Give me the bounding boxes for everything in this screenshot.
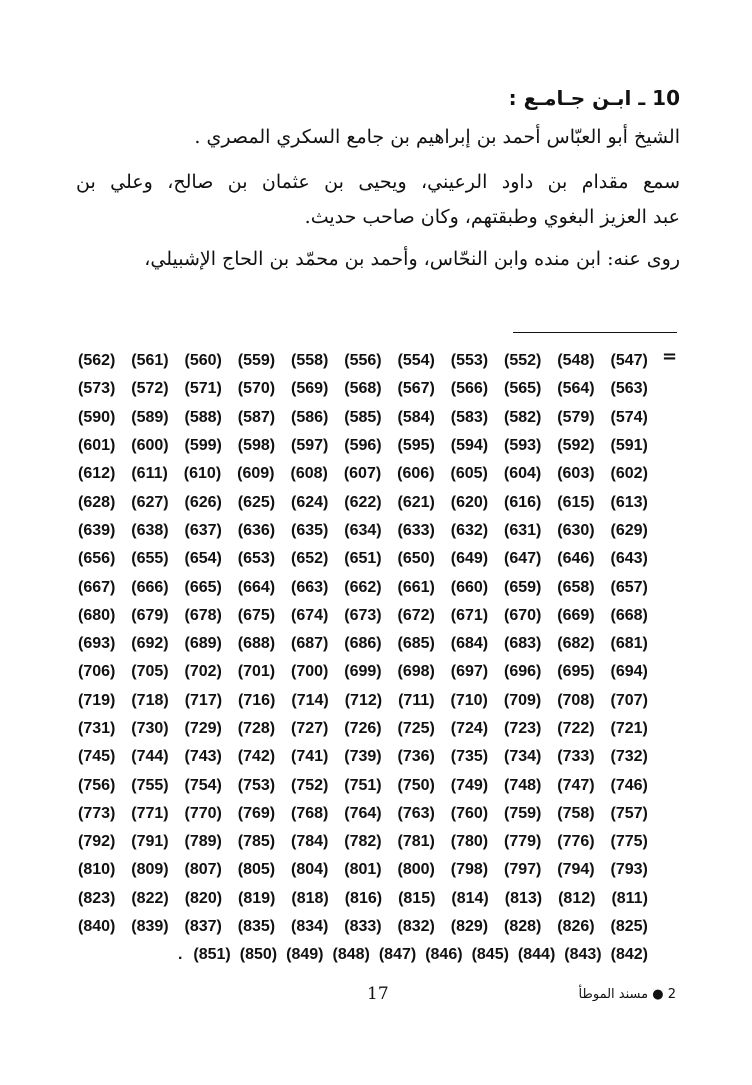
- reference-number: (663): [291, 578, 329, 596]
- reference-number: (653): [237, 550, 276, 568]
- reference-number: (598): [237, 437, 276, 455]
- reference-number: (770): [184, 804, 222, 822]
- reference-number: (583): [450, 408, 489, 426]
- entry-title: ابـن جـامـع :: [508, 86, 632, 110]
- reference-number: (759): [504, 804, 542, 822]
- reference-number: (812): [558, 889, 596, 907]
- reference-number: (820): [184, 889, 223, 907]
- reference-number: (721): [610, 720, 648, 737]
- reference-number: (709): [503, 691, 542, 709]
- reference-number: (728): [237, 720, 276, 737]
- reference-number: (723): [504, 720, 542, 737]
- reference-number: (651): [344, 550, 382, 568]
- reference-number: (682): [557, 635, 595, 653]
- reference-number: (552): [504, 352, 542, 370]
- reference-number: (661): [397, 578, 435, 596]
- reference-number: (667): [78, 578, 116, 596]
- reference-number: (705): [131, 663, 169, 681]
- reference-number: (752): [291, 776, 329, 794]
- reference-number: (706): [78, 663, 116, 681]
- reference-number: (760): [450, 804, 489, 822]
- reference-number: (625): [237, 493, 276, 511]
- entry-number: 10: [652, 86, 680, 110]
- reference-number: (749): [450, 776, 489, 794]
- reference-number: (652): [291, 550, 329, 568]
- reference-number: (678): [184, 606, 222, 624]
- reference-number: (671): [450, 606, 489, 624]
- reference-number: (768): [291, 804, 329, 822]
- reference-number: (624): [291, 493, 329, 511]
- reference-number: (739): [344, 748, 382, 766]
- reference-number: (553): [450, 352, 489, 370]
- reference-number: (758): [557, 804, 595, 822]
- reference-number: (736): [397, 748, 435, 766]
- reference-number: (670): [504, 606, 542, 624]
- reference-number: (659): [504, 578, 542, 596]
- reference-number: (839): [131, 918, 169, 936]
- reference-number: (825): [610, 918, 648, 936]
- reference-number: (591): [610, 437, 648, 455]
- reference-number: (633): [397, 521, 435, 539]
- reference-number: (822): [131, 889, 169, 907]
- reference-number: (798): [450, 861, 489, 879]
- reference-number: (610): [183, 465, 222, 483]
- reference-number: (730): [131, 720, 169, 737]
- reference-number: (840): [78, 918, 116, 936]
- reference-number: (590): [78, 408, 116, 426]
- reference-number: (566): [450, 380, 489, 398]
- entry-dash: ـ: [638, 86, 646, 110]
- footnote-row: [78, 432, 648, 460]
- reference-number: (589): [131, 408, 169, 426]
- reference-number: (630): [557, 521, 595, 539]
- reference-number: (685): [397, 635, 435, 653]
- reference-number: (646): [557, 550, 595, 568]
- reference-number: (781): [397, 833, 435, 851]
- reference-number: (595): [397, 437, 435, 455]
- footnote-row: [78, 573, 648, 601]
- reference-number: (734): [504, 748, 542, 766]
- reference-number: (785): [237, 833, 276, 851]
- reference-number: (835): [237, 918, 276, 936]
- reference-number: (784): [291, 833, 329, 851]
- reference-number: (815): [398, 889, 436, 907]
- reference-number: (804): [291, 861, 329, 879]
- reference-number: (755): [131, 776, 169, 794]
- reference-number: (832): [397, 918, 435, 936]
- reference-number: (813): [504, 889, 543, 907]
- reference-number: (797): [504, 861, 542, 879]
- reference-number: (584): [397, 408, 435, 426]
- reference-number: (587): [237, 408, 276, 426]
- reference-number: (731): [78, 720, 116, 737]
- reference-number: (681): [610, 635, 648, 653]
- reference-number: (602): [610, 465, 648, 483]
- reference-number: (662): [344, 578, 382, 596]
- reference-number: (601): [78, 437, 116, 455]
- reference-number: (699): [344, 663, 382, 681]
- reference-number: (588): [184, 408, 222, 426]
- reference-number: (846): [425, 946, 463, 964]
- reference-number: (744): [131, 748, 169, 766]
- reference-number: (743): [184, 748, 222, 766]
- page-number: 17: [367, 984, 389, 1004]
- reference-number: (687): [291, 635, 329, 653]
- reference-number: (811): [611, 889, 648, 907]
- footnote-row: [78, 800, 648, 828]
- footnote-row-last: [78, 941, 648, 969]
- reference-number: (748): [504, 776, 542, 794]
- reference-number: (842): [610, 946, 648, 964]
- reference-number: (615): [557, 493, 595, 511]
- footnote-row: [78, 885, 648, 913]
- reference-number: (611): [131, 465, 168, 483]
- reference-number: (639): [78, 521, 116, 539]
- reference-number: (609): [237, 465, 275, 483]
- reference-number: (747): [557, 776, 595, 794]
- reference-number: (733): [557, 748, 595, 766]
- reference-number: (697): [450, 663, 489, 681]
- reference-number: (556): [344, 352, 382, 370]
- reference-number: (603): [557, 465, 595, 483]
- reference-number: (833): [344, 918, 382, 936]
- footnote-separator: [513, 332, 677, 333]
- reference-number: (779): [504, 833, 542, 851]
- reference-number: (569): [291, 380, 329, 398]
- reference-number: (579): [557, 408, 595, 426]
- reference-number: (843): [564, 946, 602, 964]
- reference-number: (700): [291, 663, 329, 681]
- reference-number: (800): [397, 861, 435, 879]
- reference-number: (567): [397, 380, 435, 398]
- reference-number: (726): [344, 720, 382, 737]
- reference-number: (773): [78, 804, 116, 822]
- footnote-row: [78, 375, 648, 403]
- reference-number: (724): [450, 720, 489, 737]
- reference-number: (597): [291, 437, 329, 455]
- reference-number: (672): [397, 606, 435, 624]
- reference-number: (616): [504, 493, 542, 511]
- reference-number: (708): [557, 691, 595, 709]
- reference-number: (622): [344, 493, 382, 511]
- reference-number: (809): [131, 861, 169, 879]
- entry-full-name: الشيخ أبو العبّاس أحمد بن إبراهيم بن جامع السكري المصري .: [194, 126, 680, 148]
- reference-number: (775): [610, 833, 648, 851]
- reference-number: (665): [184, 578, 222, 596]
- reference-number: (782): [344, 833, 382, 851]
- reference-number: (561): [131, 352, 169, 370]
- footnote-reference-list: [78, 347, 648, 970]
- reference-number: (649): [450, 550, 489, 568]
- entry-heading: [509, 86, 680, 110]
- list-end-period: .: [177, 946, 183, 964]
- reference-number: (851): [193, 946, 231, 964]
- reference-number: (717): [184, 691, 223, 709]
- footnote-row: [78, 658, 648, 686]
- reference-number: (850): [239, 946, 278, 964]
- reference-number: (814): [451, 889, 489, 907]
- reference-number: (727): [291, 720, 329, 737]
- reference-number: (599): [184, 437, 222, 455]
- reference-number: (769): [237, 804, 276, 822]
- reference-number: (637): [184, 521, 222, 539]
- reference-number: (656): [78, 550, 116, 568]
- reference-number: (594): [450, 437, 489, 455]
- reference-number: (627): [131, 493, 169, 511]
- reference-number: (789): [184, 833, 222, 851]
- reference-number: (823): [78, 889, 116, 907]
- reference-number: (674): [291, 606, 329, 624]
- reference-number: (794): [557, 861, 595, 879]
- reference-number: (693): [78, 635, 116, 653]
- reference-number: (643): [610, 550, 648, 568]
- reference-number: (635): [291, 521, 329, 539]
- footnote-row: [78, 828, 648, 856]
- reference-number: (562): [78, 352, 116, 370]
- reference-number: (668): [610, 606, 648, 624]
- reference-number: (837): [184, 918, 222, 936]
- reference-number: (607): [343, 465, 382, 483]
- reference-number: (658): [557, 578, 595, 596]
- reference-number: (669): [557, 606, 595, 624]
- reference-number: (604): [503, 465, 542, 483]
- reference-number: (655): [131, 550, 169, 568]
- reference-number: (847): [378, 946, 417, 964]
- reference-number: (746): [610, 776, 648, 794]
- reference-number: (754): [184, 776, 222, 794]
- reference-number: (600): [131, 437, 169, 455]
- reference-number: (688): [237, 635, 276, 653]
- reference-number: (634): [344, 521, 382, 539]
- reference-number: (629): [610, 521, 648, 539]
- reference-number: (592): [557, 437, 595, 455]
- reference-number: (606): [397, 465, 435, 483]
- reference-number: (650): [397, 550, 435, 568]
- footnote-row: [78, 488, 648, 516]
- reference-number: (586): [291, 408, 329, 426]
- reference-number: (683): [504, 635, 542, 653]
- reference-number: (735): [450, 748, 489, 766]
- reference-number: (753): [237, 776, 276, 794]
- reference-number: (654): [184, 550, 222, 568]
- reference-number: (560): [184, 352, 222, 370]
- reference-number: (742): [237, 748, 276, 766]
- reference-number: (716): [238, 691, 276, 709]
- reference-number: (608): [290, 465, 328, 483]
- reference-number: (695): [557, 663, 595, 681]
- reference-number: (632): [450, 521, 489, 539]
- reference-number: (547): [610, 352, 648, 370]
- reference-number: (750): [397, 776, 435, 794]
- reference-number: (792): [78, 833, 116, 851]
- reference-number: (698): [397, 663, 435, 681]
- reference-number: (701): [237, 663, 276, 681]
- reference-number: (793): [610, 861, 648, 879]
- reference-number: (819): [238, 889, 276, 907]
- reference-number: (829): [450, 918, 489, 936]
- reference-number: (732): [610, 748, 648, 766]
- footnote-row: [78, 545, 648, 573]
- reference-number: (679): [131, 606, 169, 624]
- reference-number: (582): [504, 408, 542, 426]
- reference-number: (729): [184, 720, 222, 737]
- footnote-row: [78, 715, 648, 743]
- footnote-row: [78, 771, 648, 799]
- reference-number: (626): [184, 493, 222, 511]
- reference-number: (719): [78, 691, 116, 709]
- footer-signature: 2 ● مسند الموطأ: [578, 987, 676, 1002]
- reference-number: (712): [344, 691, 383, 709]
- footnote-row: [78, 517, 648, 545]
- reference-number: (707): [610, 691, 648, 709]
- reference-number: (805): [237, 861, 276, 879]
- footnote-row: [78, 856, 648, 884]
- reference-number: (710): [450, 691, 488, 709]
- reference-number: (631): [504, 521, 542, 539]
- reference-number: (834): [291, 918, 329, 936]
- entry-heard-from-line-2: عبد العزيز البغوي وطبقتهم، وكان صاحب حديث.: [304, 206, 680, 228]
- reference-number: (725): [397, 720, 435, 737]
- reference-number: (757): [610, 804, 648, 822]
- reference-number: (548): [557, 352, 595, 370]
- reference-number: (570): [237, 380, 276, 398]
- reference-number: (816): [344, 889, 383, 907]
- reference-number: (810): [78, 861, 116, 879]
- reference-number: (702): [184, 663, 222, 681]
- footnote-row: [78, 913, 648, 941]
- reference-number: (605): [450, 465, 488, 483]
- reference-number: (638): [131, 521, 169, 539]
- reference-number: (657): [610, 578, 648, 596]
- reference-number: (801): [344, 861, 382, 879]
- reference-number: (628): [78, 493, 116, 511]
- reference-number: (751): [344, 776, 382, 794]
- entry-narrated-by: روى عنه: ابن منده وابن النحّاس، وأحمد بن محمّد بن الحاج الإشبيلي،: [144, 248, 680, 270]
- reference-number: (807): [184, 861, 222, 879]
- reference-number: (568): [344, 380, 382, 398]
- reference-number: (711): [398, 691, 435, 709]
- reference-number: (844): [517, 946, 556, 964]
- footnote-row: [78, 602, 648, 630]
- reference-number: (791): [131, 833, 169, 851]
- reference-number: (675): [237, 606, 276, 624]
- reference-number: (696): [504, 663, 542, 681]
- reference-number: (776): [557, 833, 595, 851]
- footnote-row: [78, 630, 648, 658]
- reference-number: (848): [332, 946, 370, 964]
- reference-number: (573): [78, 380, 116, 398]
- reference-number: (563): [610, 380, 648, 398]
- reference-number: (660): [450, 578, 489, 596]
- reference-number: (559): [237, 352, 276, 370]
- reference-number: (745): [78, 748, 116, 766]
- footnote-row: [78, 347, 648, 375]
- reference-number: (673): [344, 606, 382, 624]
- reference-number: (636): [237, 521, 276, 539]
- reference-number: (666): [131, 578, 169, 596]
- reference-number: (764): [344, 804, 382, 822]
- reference-number: (596): [344, 437, 382, 455]
- reference-number: (647): [504, 550, 542, 568]
- reference-number: (741): [291, 748, 329, 766]
- reference-number: (686): [344, 635, 382, 653]
- reference-number: (694): [610, 663, 648, 681]
- reference-number: (771): [131, 804, 169, 822]
- reference-number: (558): [291, 352, 329, 370]
- reference-number: (780): [450, 833, 489, 851]
- reference-number: (828): [504, 918, 542, 936]
- footnote-row: [78, 687, 648, 715]
- footnote-row: [78, 460, 648, 488]
- reference-number: (664): [237, 578, 276, 596]
- reference-number: (818): [291, 889, 329, 907]
- reference-number: (593): [504, 437, 542, 455]
- reference-number: (620): [450, 493, 489, 511]
- reference-number: (763): [397, 804, 435, 822]
- reference-number: (692): [131, 635, 169, 653]
- reference-number: (564): [557, 380, 595, 398]
- reference-number: (612): [78, 465, 116, 483]
- reference-number: (684): [450, 635, 489, 653]
- reference-number: (849): [286, 946, 324, 964]
- reference-number: (689): [184, 635, 222, 653]
- footnote-row: [78, 404, 648, 432]
- reference-number: (621): [397, 493, 435, 511]
- reference-number: (714): [291, 691, 329, 709]
- reference-number: (565): [504, 380, 542, 398]
- reference-number: (613): [610, 493, 648, 511]
- reference-number: (845): [471, 946, 509, 964]
- reference-number: (722): [557, 720, 595, 737]
- reference-number: (574): [610, 408, 648, 426]
- reference-number: (718): [131, 691, 169, 709]
- reference-number: (585): [344, 408, 382, 426]
- footnote-continuation-marker: =: [662, 346, 678, 367]
- footnote-row: [78, 743, 648, 771]
- reference-number: (554): [397, 352, 435, 370]
- reference-number: (572): [131, 380, 169, 398]
- reference-number: (680): [78, 606, 116, 624]
- reference-number: (756): [78, 776, 116, 794]
- reference-number: (571): [184, 380, 222, 398]
- reference-number: (826): [557, 918, 595, 936]
- entry-heard-from-line-1: سمع مقدام بن داود الرعيني، ويحيى بن عثمان بن صالح، وعلي بن: [76, 171, 680, 193]
